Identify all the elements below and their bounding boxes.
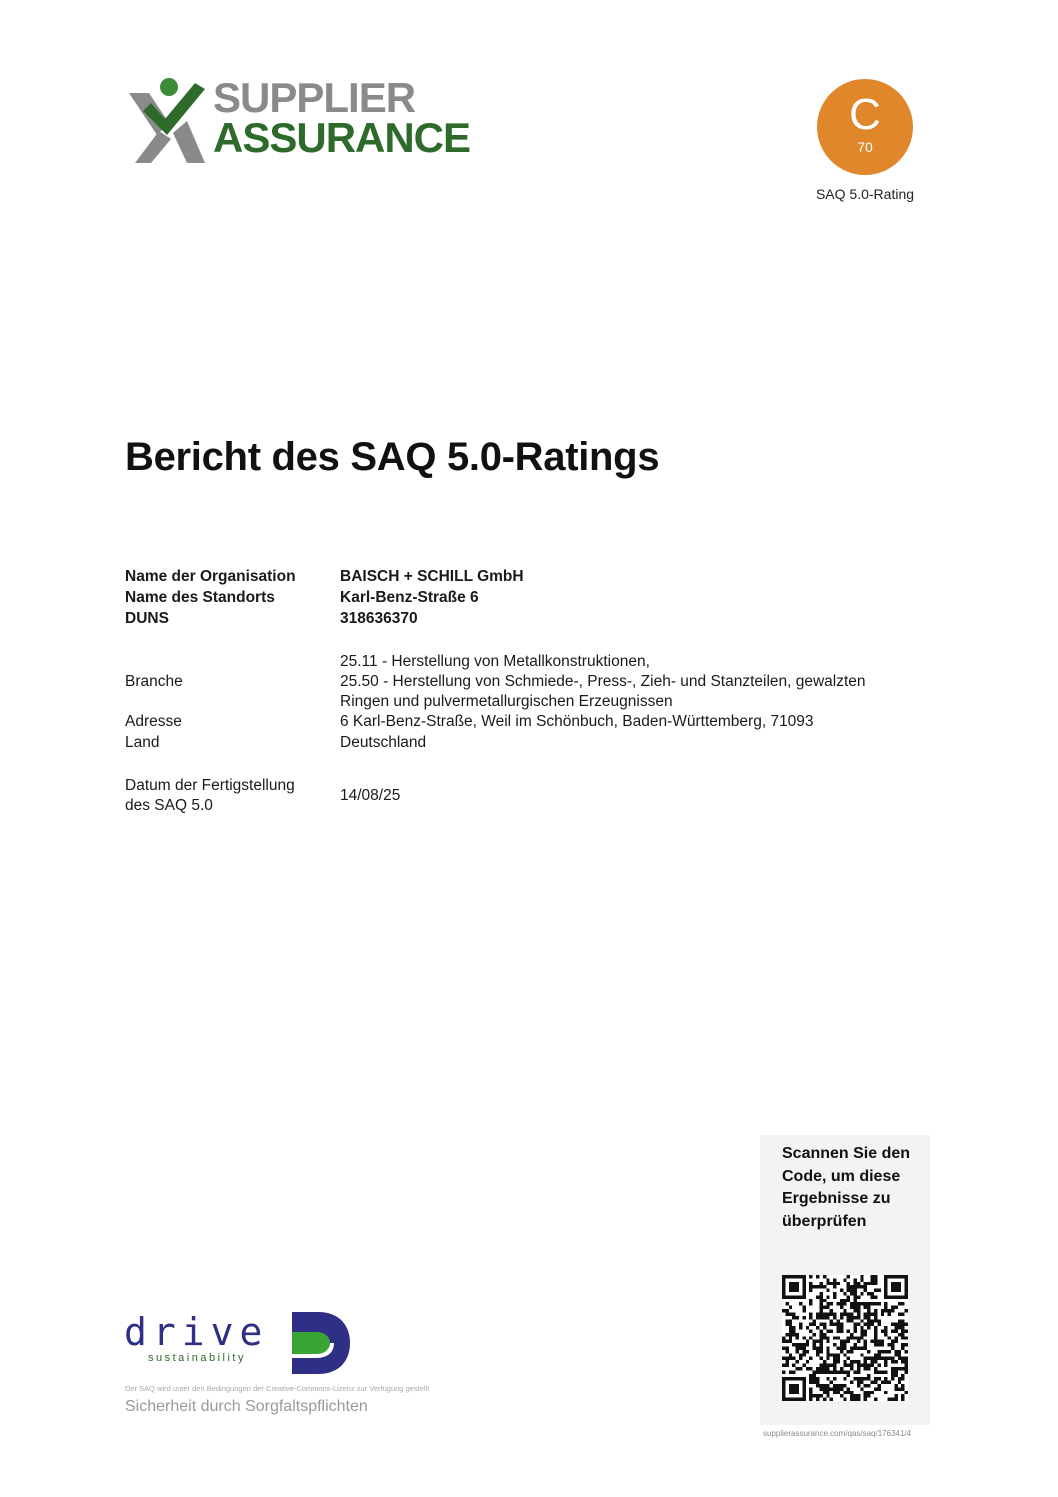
date-label-line-1: Datum der Fertigstellung: [125, 777, 295, 794]
person-check-icon: [125, 75, 210, 170]
logo-text-assurance: ASSURANCE: [213, 114, 471, 161]
verification-url[interactable]: supplierassurance.com/qas/saq/176341/4: [763, 1429, 912, 1438]
duns-value: 318636370: [340, 610, 418, 627]
rating-label: SAQ 5.0-Rating: [815, 186, 915, 202]
date-label: [125, 776, 330, 816]
address-value: 6 Karl-Benz-Straße, Weil im Schönbuch, Baden-Württemberg, 71093: [340, 713, 814, 730]
drive-wordmark: drive: [124, 1310, 269, 1354]
creative-commons-notice: Der SAQ wird unter den Bedingungen der Creative-Commons-Lizenz zur Verfügung gestellt: [125, 1384, 430, 1393]
branche-line-1: 25.11 - Herstellung von Metallkonstruktionen,: [340, 653, 650, 670]
org-value: BAISCH + SCHILL GmbH: [340, 568, 524, 585]
rating-score: 70: [857, 139, 873, 155]
date-value: 14/08/25: [340, 787, 401, 804]
rating-grade: C: [849, 90, 881, 139]
qr-code[interactable]: [782, 1275, 908, 1401]
branche-label: Branche: [125, 673, 183, 690]
date-label-line-2: des SAQ 5.0: [125, 797, 213, 814]
duns-label: DUNS: [125, 610, 169, 627]
drive-sustainability-logo: [122, 1310, 357, 1380]
site-value: Karl-Benz-Straße 6: [340, 589, 479, 606]
logo-text-supplier: SUPPLIER: [213, 74, 416, 121]
country-value: Deutschland: [340, 734, 427, 751]
country-label: Land: [125, 734, 160, 751]
qr-instruction: Scannen Sie den Code, um diese Ergebnisse zu überprüfen: [782, 1145, 911, 1230]
rating-badge: [817, 79, 913, 175]
address-label: Adresse: [125, 713, 182, 730]
branche-line-3: Ringen und pulvermetallurgischen Erzeugnissen: [340, 693, 673, 710]
branche-value: [340, 652, 920, 712]
drive-d-icon: [290, 1310, 352, 1376]
qr-verification-box: [760, 1135, 930, 1425]
drive-subtitle: sustainability: [148, 1352, 246, 1364]
supplier-assurance-logo: [125, 75, 495, 170]
site-label: Name des Standorts: [125, 589, 275, 606]
page-title: Bericht des SAQ 5.0-Ratings: [125, 435, 660, 479]
tagline: Sicherheit durch Sorgfaltspflichten: [125, 1398, 368, 1415]
org-label: Name der Organisation: [125, 568, 296, 585]
branche-line-2: 25.50 - Herstellung von Schmiede-, Press-, Zieh- und Stanzteilen, gewalzten: [340, 673, 866, 690]
